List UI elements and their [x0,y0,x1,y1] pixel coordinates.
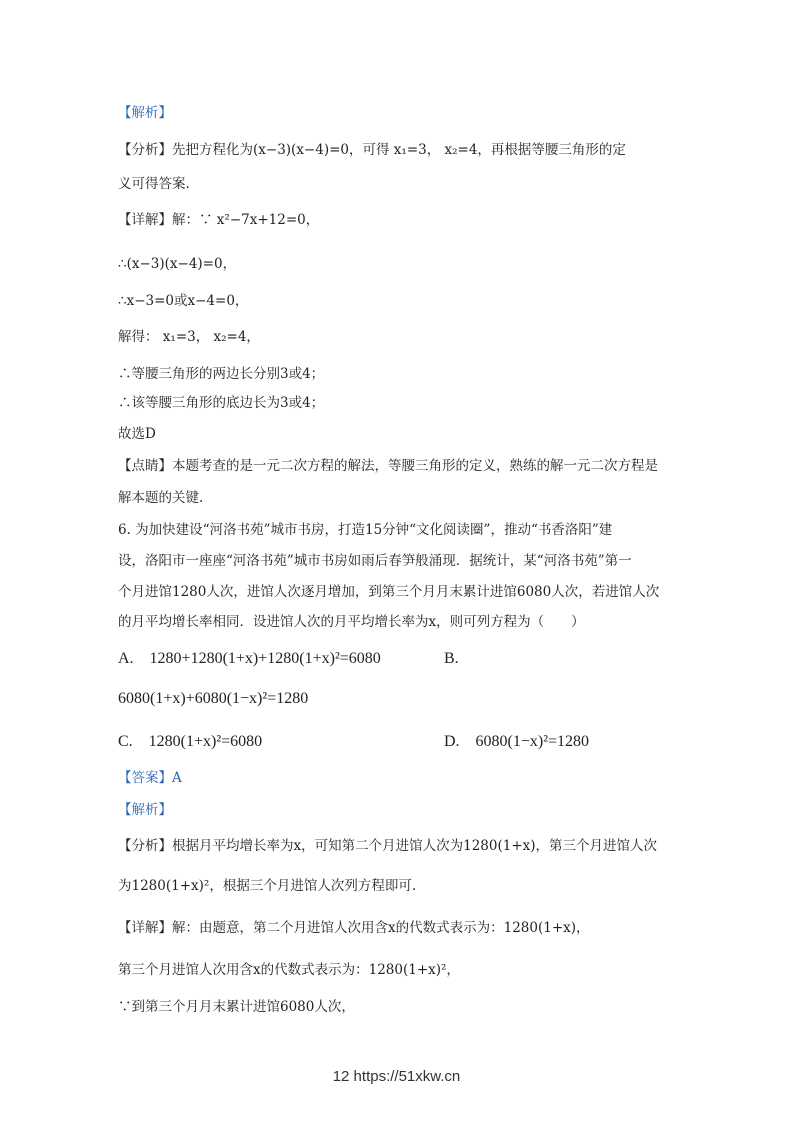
analysis-heading: 【解析】 [118,802,172,818]
detail-step: 【详解】解：由题意，第二个月进馆人次用含x的代数式表示为：1280(1+x)， [118,920,590,936]
question-text: 设，洛阳市一座座“河洛书苑”城市书房如雨后春笋般涌现．据统计，某“河洛书苑”第一 [118,553,632,569]
question-text: 个月进馆1280人次，进馆人次逐月增加，到第三个月月末累计进馆6080人次，若进馆人次 [118,584,660,600]
page-footer: 12 https://51xkw.cn [332,1068,461,1085]
detail-step: ∴(x−3)(x−4)=0， [118,256,237,272]
question-text: 6. 为加快建设“河洛书苑”城市书房，打造15分钟“文化阅读圈”，推动“书香洛阳”建 [118,522,613,538]
option-c: C. 1280(1+x)²=6080 [118,733,263,750]
analysis-text: 【分析】先把方程化为(x−3)(x−4)=0，可得 x₁=3， x₂=4，再根据等腰三角形的定 [118,142,626,158]
analysis-text: 【分析】根据月平均增长率为x，可知第二个月进馆人次为1280(1+x)，第三个月进馆人次 [118,838,658,854]
question-text: 的月平均增长率相同．设进馆人次的月平均增长率为x，则可列方程为（ ） [118,614,585,630]
option-d: D. 6080(1−x)²=1280 [444,733,590,750]
answer-choice-text: 故选D [118,426,156,442]
comment-text-cont: 解本题的关键. [118,490,204,506]
answer-label: 【答案】A [118,770,182,786]
analysis-text-cont: 义可得答案. [118,176,190,192]
detail-step: ∴等腰三角形的两边长分别3或4； [118,366,325,382]
detail-step: ∵到第三个月月末累计进馆6080人次， [118,999,355,1015]
detail-step: ∴该等腰三角形的底边长为3或4； [118,395,325,411]
analysis-text-cont: 为1280(1+x)²，根据三个月进馆人次列方程即可. [118,878,417,894]
detail-step: 第三个月进馆人次用含x的代数式表示为：1280(1+x)²， [118,962,460,978]
option-b-equation: 6080(1+x)+6080(1−x)²=1280 [118,690,309,707]
detail-step: 【详解】解：∵ x²−7x+12=0， [118,212,320,228]
comment-text: 【点睛】本题考查的是一元二次方程的解法，等腰三角形的定义，熟练的解一元二次方程是 [118,458,658,474]
detail-step: ∴x−3=0或x−4=0， [118,293,249,309]
option-a: A. 1280+1280(1+x)+1280(1+x)²=6080 [118,650,381,667]
analysis-heading: 【解析】 [118,105,172,121]
detail-step: 解得： x₁=3， x₂=4， [118,329,260,345]
option-b-label: B. [444,650,459,667]
